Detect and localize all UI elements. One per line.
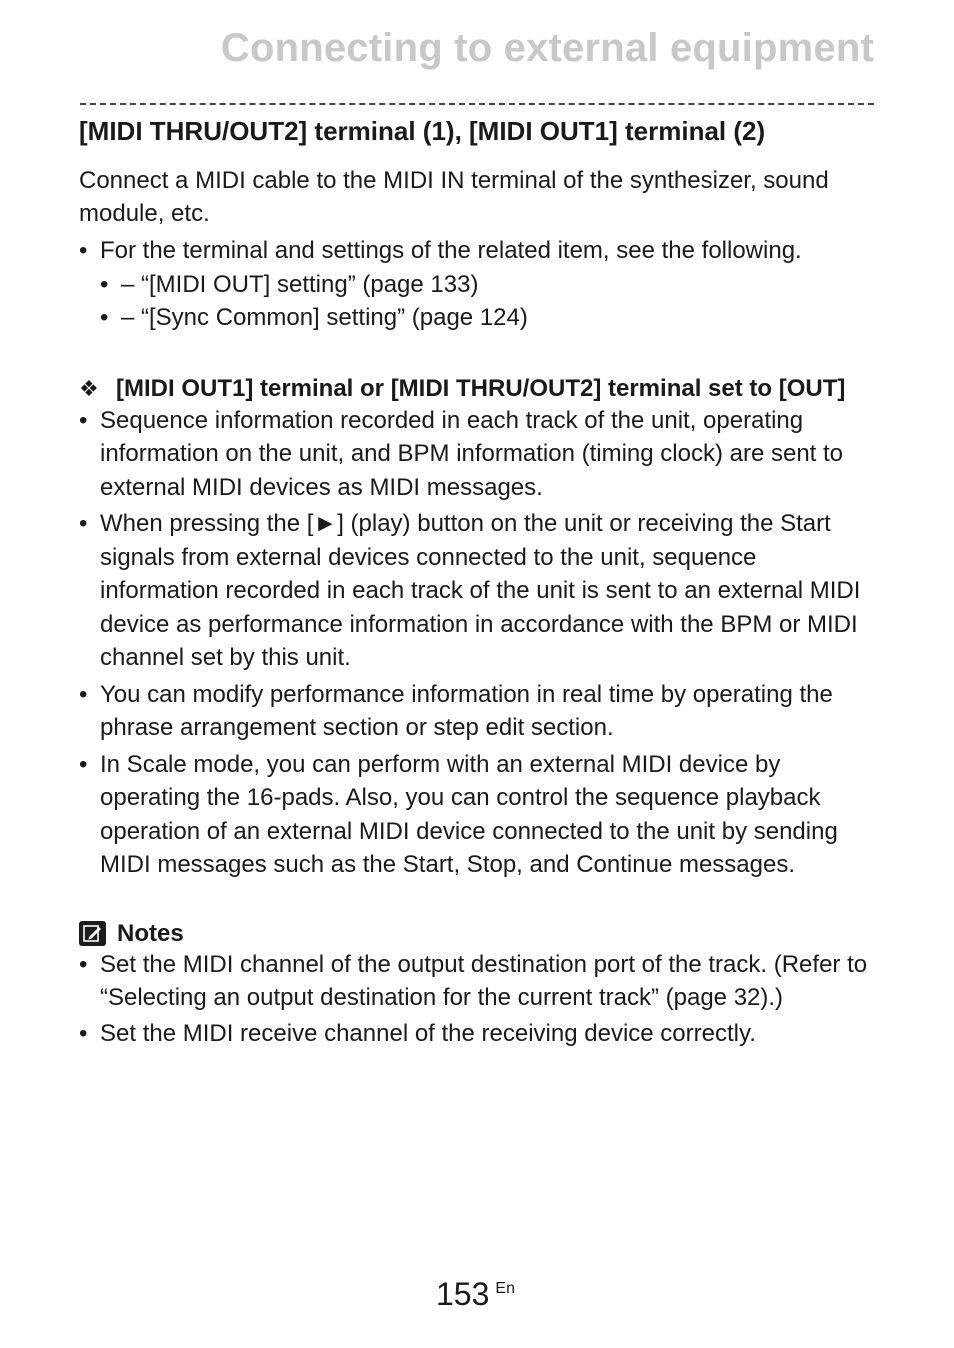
notes-heading-text: Notes (117, 919, 184, 947)
list-item: • Sequence information recorded in each track of the unit, operating information on the unit, and BPM information (timing clock) are sent to external MIDI devices as MIDI messages. (79, 404, 875, 505)
notes-heading (79, 920, 875, 948)
pencil-note-icon (79, 921, 106, 946)
page-header-title: Connecting to external equipment (220, 26, 874, 70)
list-item: • Set the MIDI receive channel of the receiving device correctly. (79, 1017, 875, 1051)
diamond-bullet-icon: ❖ (79, 375, 99, 401)
related-items-list (79, 234, 875, 335)
page-language: En (495, 1280, 515, 1297)
subsection-heading (79, 373, 875, 404)
subsection-heading-text: [MIDI OUT1] terminal or [MIDI THRU/OUT2] terminal set to [OUT] (116, 374, 846, 402)
page-number (436, 1276, 515, 1313)
reference-link-midi-out[interactable]: • – “[MIDI OUT] setting” (page 133) (100, 268, 875, 302)
list-item: • You can modify performance information in real time by operating the phrase arrangement section or step edit section. (79, 678, 875, 745)
section-heading: [MIDI THRU/OUT2] terminal (1), [MIDI OUT1] terminal (2) (79, 116, 766, 146)
section-intro: Connect a MIDI cable to the MIDI IN terminal of the synthesizer, sound module, etc. (79, 167, 829, 227)
notes-list (79, 948, 875, 1051)
dashed-divider (80, 103, 874, 105)
reference-sublist (100, 268, 875, 335)
list-item-text: For the terminal and settings of the related item, see the following. (100, 237, 802, 264)
midi-out-behavior-list (79, 404, 875, 882)
reference-link-sync-common[interactable]: • – “[Sync Common] setting” (page 124) (100, 301, 875, 335)
list-item: • In Scale mode, you can perform with an external MIDI device by operating the 16-pads. Also, you can control the sequence playback operation of an external MIDI device connected to the unit by sending MIDI messages such as the Start, Stop, and Continue messages. (79, 748, 875, 882)
list-item (79, 234, 875, 335)
page-content (79, 114, 875, 1052)
list-item: • When pressing the [►] (play) button on the unit or receiving the Start signals from external devices connected to the unit, sequence information recorded in each track of the unit is sent to an external MIDI device as performance information in accordance with the BPM or MIDI channel set by this unit. (79, 507, 875, 675)
list-item: • Set the MIDI channel of the output destination port of the track. (Refer to “Selecting an output destination for the current track” (page 32).) (79, 948, 875, 1015)
page-number-value: 153 (436, 1276, 490, 1312)
